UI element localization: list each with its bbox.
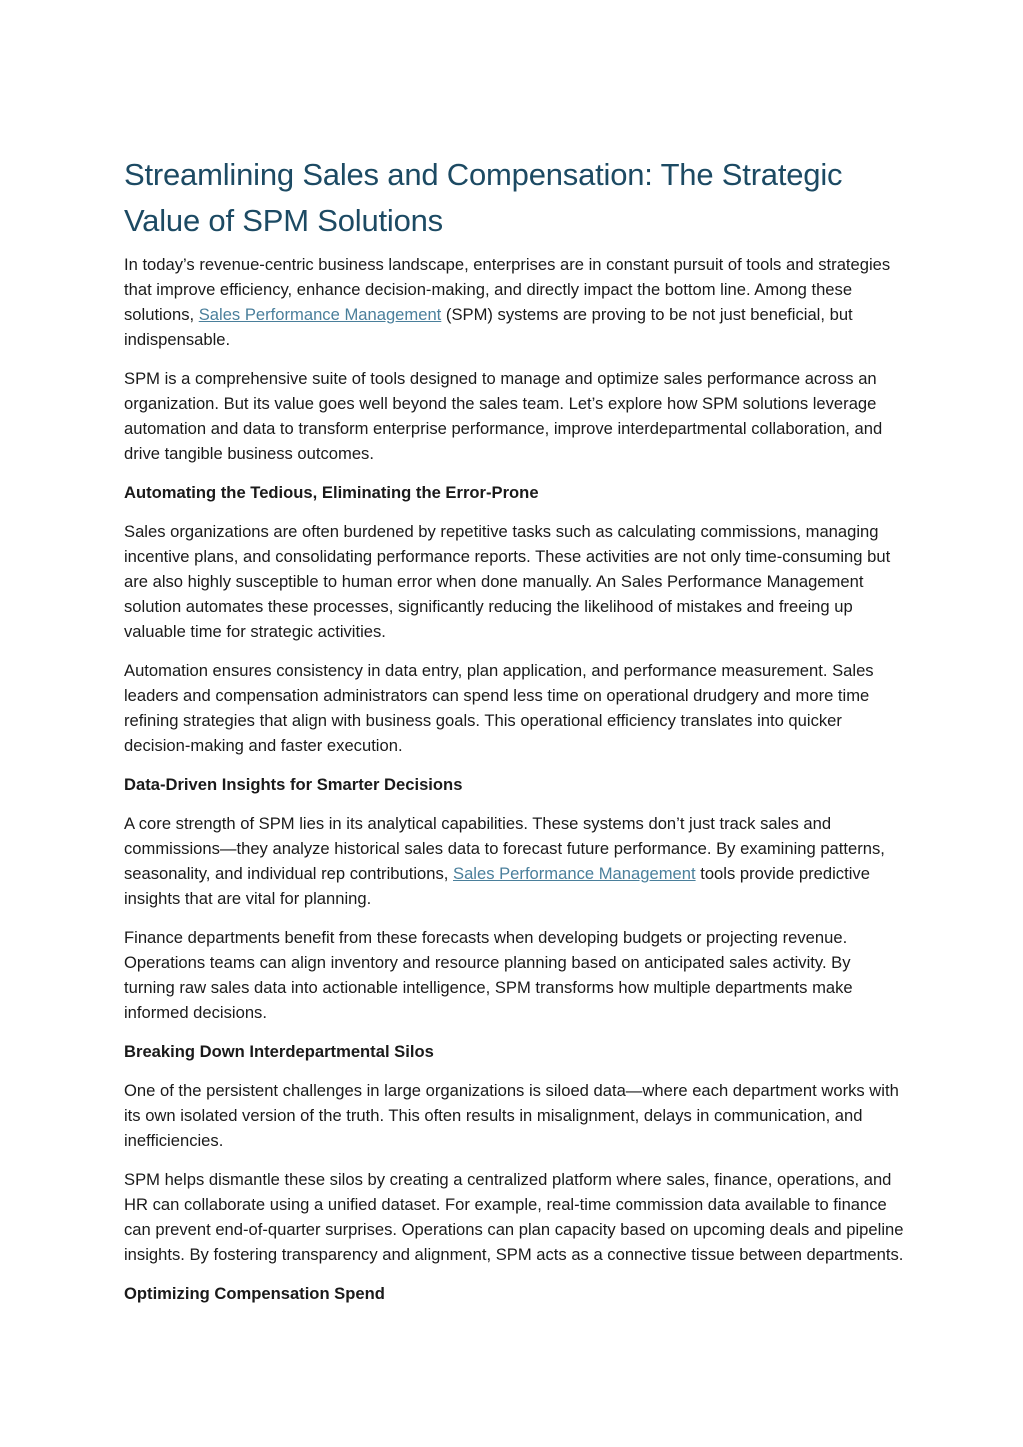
insights-text-before-link: A core strength of SPM lies in its analytical capabilities. These systems don’t just track sales and commissions—they analyze historical sales data to forecast future performance. By examining patterns, seasonality, and individual rep contributions, — [124, 814, 885, 883]
intro-text-before-link: In today’s revenue-centric business landscape, enterprises are in constant pursuit of tools and strategies that improve efficiency, enhance decision-making, and directly impact the bottom line. Among these solutions, — [124, 255, 891, 324]
insights-paragraph-2: Finance departments benefit from these forecasts when developing budgets or projecting revenue. Operations teams can align inventory and resource planning based on anticipated sales activity. By turning raw sales data into actionable intelligence, SPM transforms how multiple departments make informed decisions. — [124, 928, 853, 1022]
silos-paragraph-2: SPM helps dismantle these silos by creating a centralized platform where sales, finance, operations, and HR can collaborate using a unified dataset. For example, real-time commission data available to finance can prevent end-of-quarter surprises. Operations can plan capacity based on upcoming deals and pipeline insights. By fostering transparency and alignment, SPM acts as a connective tissue between departments. — [124, 1170, 904, 1264]
spm-link-insights[interactable]: Sales Performance Management — [453, 864, 696, 883]
document-page — [124, 152, 904, 1320]
silos-paragraph-1: One of the persistent challenges in large organizations is siloed data—where each department works with its own isolated version of the truth. This often results in misalignment, delays in communication, and inefficiencies. — [124, 1081, 899, 1150]
insights-paragraph-1 — [124, 811, 904, 911]
automation-paragraph-1: Sales organizations are often burdened by repetitive tasks such as calculating commissions, managing incentive plans, and consolidating performance reports. These activities are not only time-consuming but are also highly susceptible to human error when done manually. An Sales Performance Management solution automates these processes, significantly reducing the likelihood of mistakes and freeing up valuable time for strategic activities. — [124, 522, 891, 641]
insights-text-after-link: tools provide predictive insights that are vital for planning. — [124, 864, 870, 908]
spm-link-intro[interactable]: Sales Performance Management — [198, 305, 442, 324]
document-title: Streamlining Sales and Compensation: The Strategic Value of SPM Solutions — [124, 157, 843, 238]
intro-paragraph — [124, 252, 904, 352]
intro-text-after-link: (SPM) systems are proving to be not just beneficial, but indispensable. — [124, 305, 853, 349]
compensation-heading: Optimizing Compensation Spend — [124, 1284, 385, 1303]
insights-heading: Data-Driven Insights for Smarter Decisions — [124, 775, 463, 794]
automation-paragraph-2: Automation ensures consistency in data entry, plan application, and performance measurement. Sales leaders and compensation administrators can spend less time on operational drudgery and more time refining strategies that align with business goals. This operational efficiency translates into quicker decision-making and faster execution. — [124, 661, 874, 755]
spm-overview-paragraph: SPM is a comprehensive suite of tools designed to manage and optimize sales performance across an organization. But its value goes well beyond the sales team. Let’s explore how SPM solutions leverage automation and data to transform enterprise performance, improve interdepartmental collaboration, and drive tangible business outcomes. — [124, 369, 883, 463]
automation-heading: Automating the Tedious, Eliminating the Error-Prone — [124, 483, 539, 502]
silos-heading: Breaking Down Interdepartmental Silos — [124, 1042, 434, 1061]
